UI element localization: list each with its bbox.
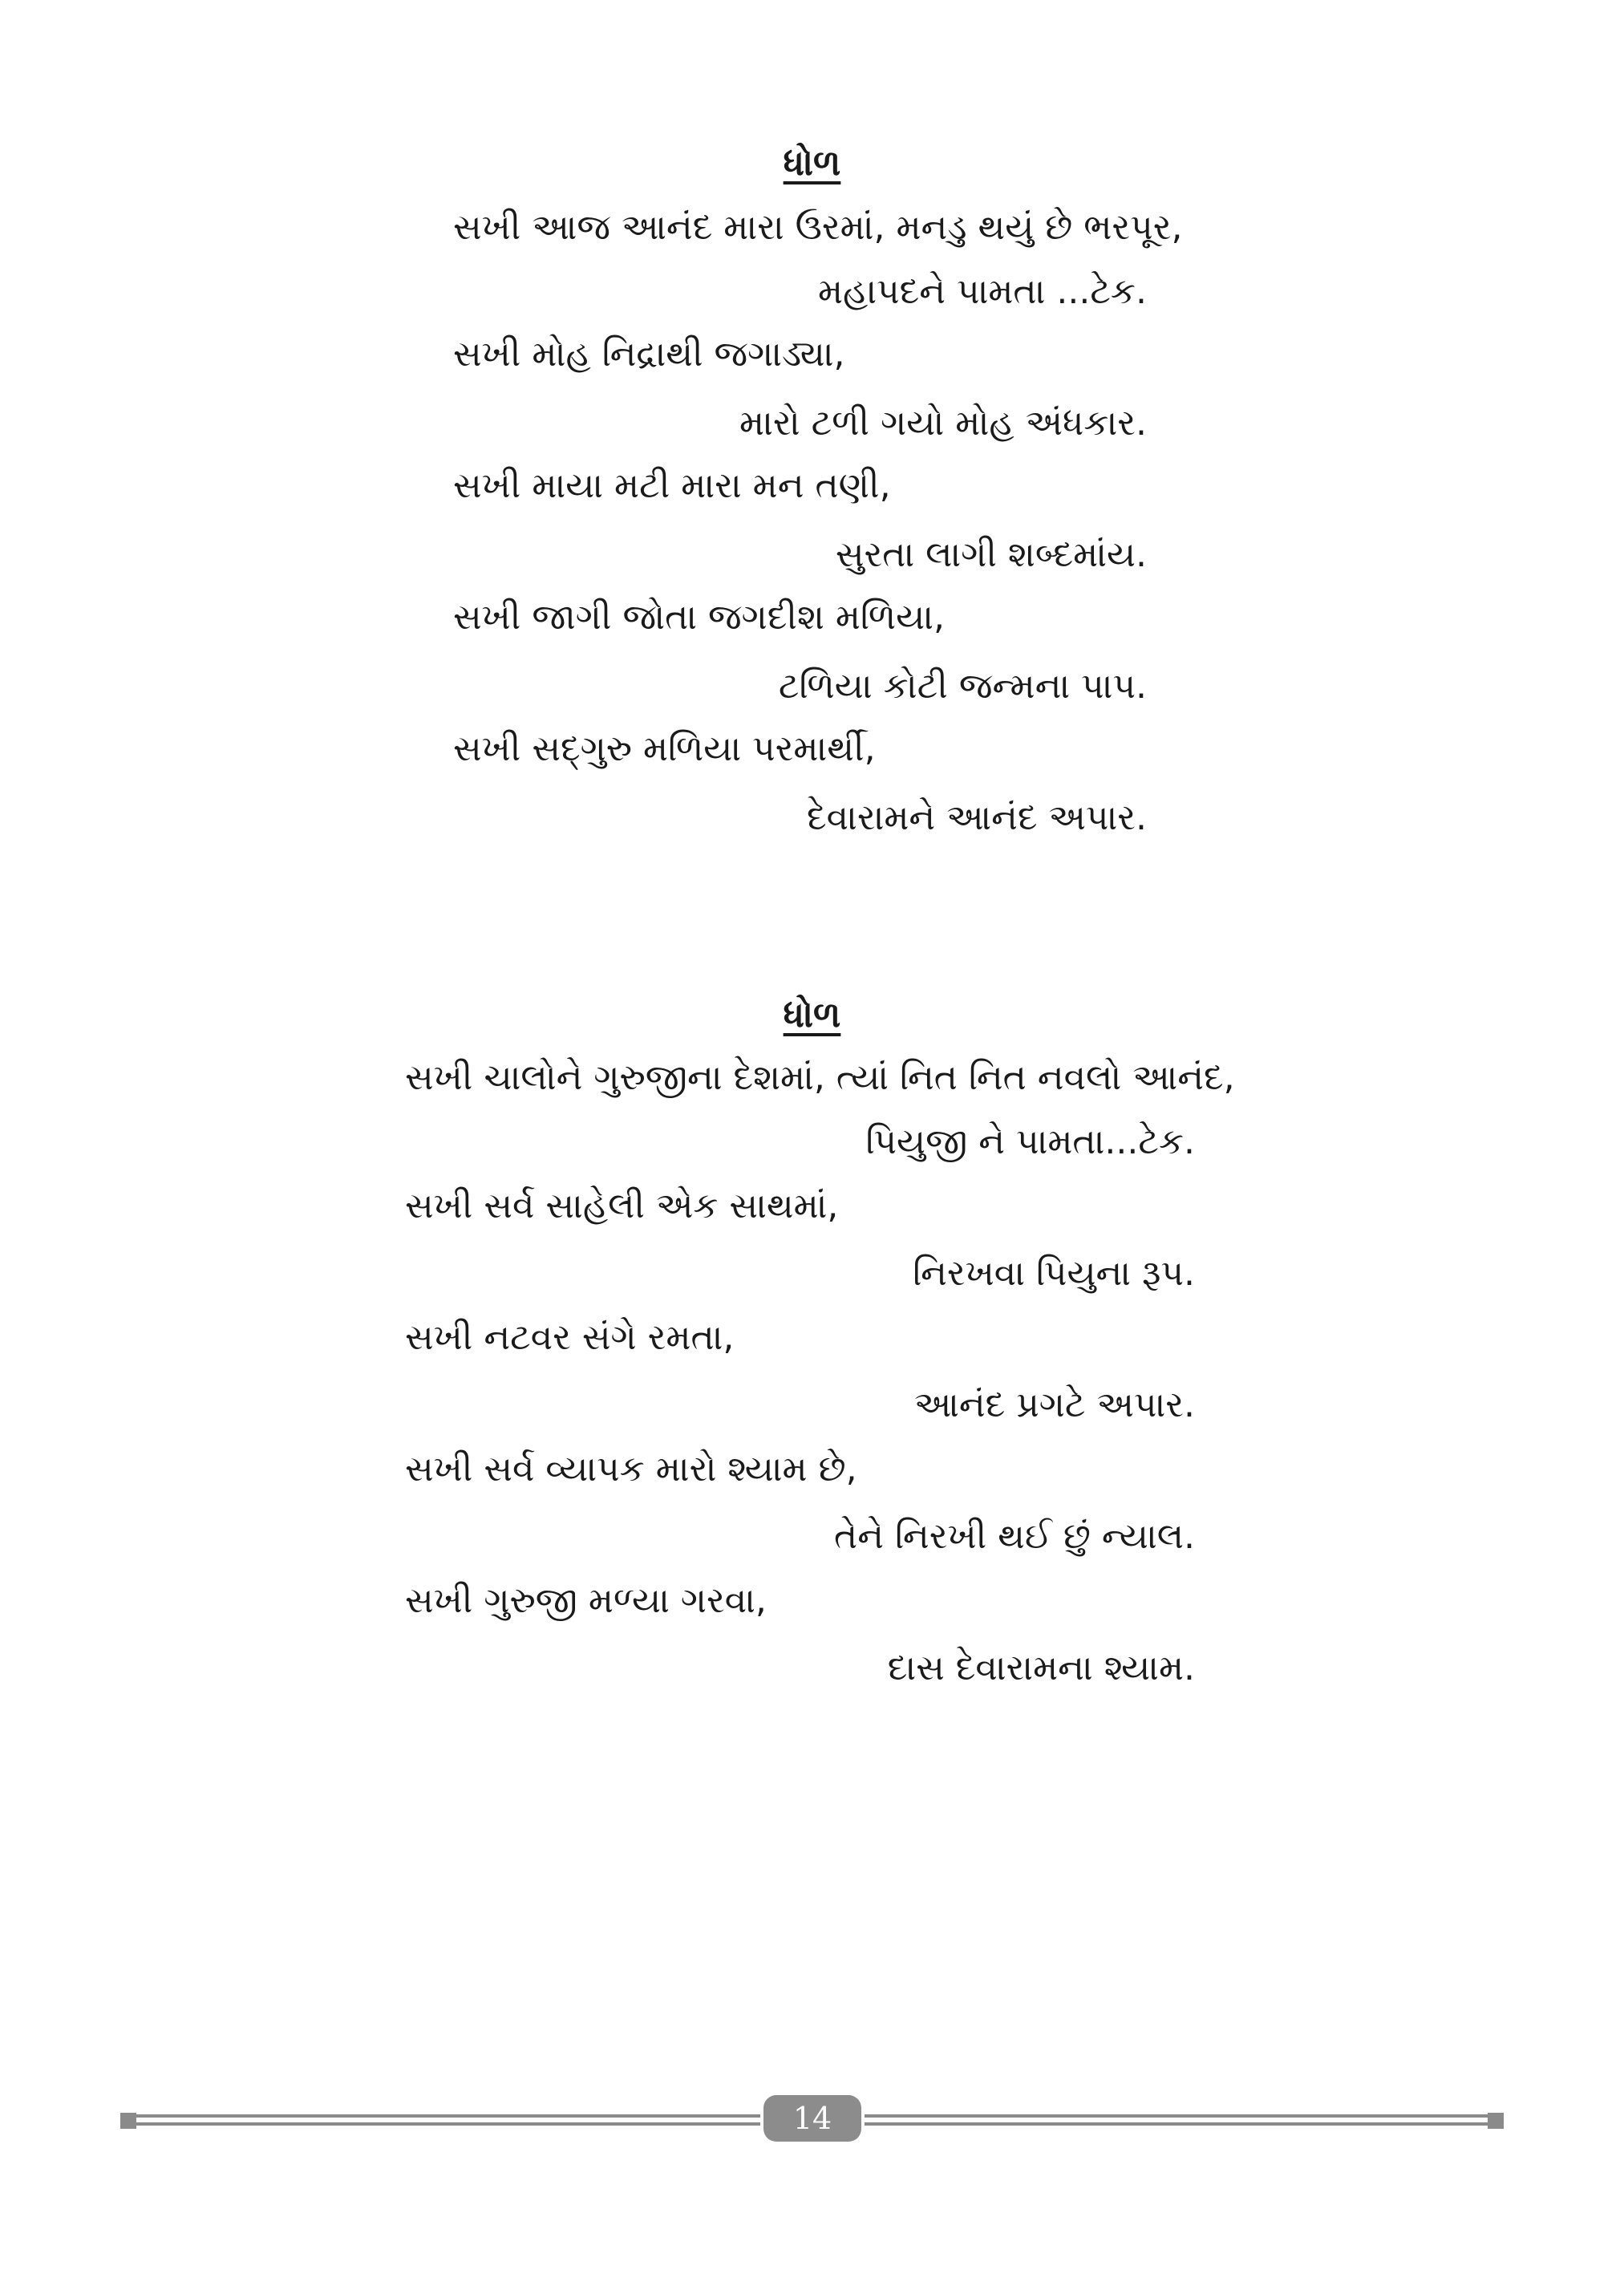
poem-2-title: ધોળ (783, 995, 841, 1036)
poem-1-line-1: સખી આજ આનંદ મારા ઉરમાં, મનડુ થયું છે ભરપૂર, (453, 207, 1183, 248)
page-number: 14 (763, 2095, 861, 2142)
poem-1-line-6: સુરતા લાગી શબ્દમાંય. (835, 534, 1147, 575)
poem-2-line-5: સખી નટવર સંગે રમતા, (405, 1317, 735, 1358)
footer-right-rule (865, 2114, 1488, 2126)
poem-1-line-8: ટળિયા કોટી જન્મના પાપ. (778, 666, 1147, 707)
poem-1-title: ધોળ (783, 143, 841, 184)
footer-left-rule (136, 2114, 760, 2126)
poem-2-line-7: સખી સર્વ વ્યાપક મારો શ્યામ છે, (405, 1449, 857, 1490)
poem-2-line-9: સખી ગુરુજી મળ્યા ગરવા, (405, 1580, 767, 1621)
poem-2-line-2: પિયુજી ને પામતા...ટેક. (865, 1121, 1195, 1162)
footer-left-cap (120, 2113, 136, 2129)
poem-1-line-5: સખી માયા મટી મારા મન તણી, (453, 465, 891, 506)
poem-1-line-10: દેવારામને આનંદ અપાર. (807, 797, 1147, 838)
poem-2-line-6: આનંદ પ્રગટે અપાર. (913, 1384, 1195, 1425)
poem-2-line-4: નિરખવા પિયુના રૂપ. (913, 1253, 1195, 1294)
poem-1-line-3: સખી મોહ નિદ્રાથી જગાડ્યા, (453, 334, 845, 375)
page-footer (120, 2095, 1504, 2140)
poem-1-line-2: મહાપદને પામતા ...ટેક. (817, 271, 1147, 312)
poem-1-line-7: સખી જાગી જોતા જગદીશ મળિયા, (453, 597, 945, 638)
poem-2-line-3: સખી સર્વ સાહેલી એક સાથમાં, (405, 1186, 839, 1226)
poem-2-line-1: સખી ચાલોને ગુરુજીના દેશમાં, ત્યાં નિત નિત નવલો આનંદ, (405, 1057, 1235, 1098)
poem-2-line-8: તેને નિરખી થઈ છું ન્યાલ. (834, 1516, 1195, 1557)
poem-2-line-10: દાસ દેવારામના શ્યામ. (887, 1648, 1195, 1688)
poem-1-line-4: મારો ટળી ગયો મોહ અંધકાર. (739, 403, 1147, 444)
footer-right-cap (1488, 2113, 1504, 2129)
poem-1-line-9: સખી સદ્‌ગુરુ મળિયા પરમાર્થી, (453, 728, 876, 769)
